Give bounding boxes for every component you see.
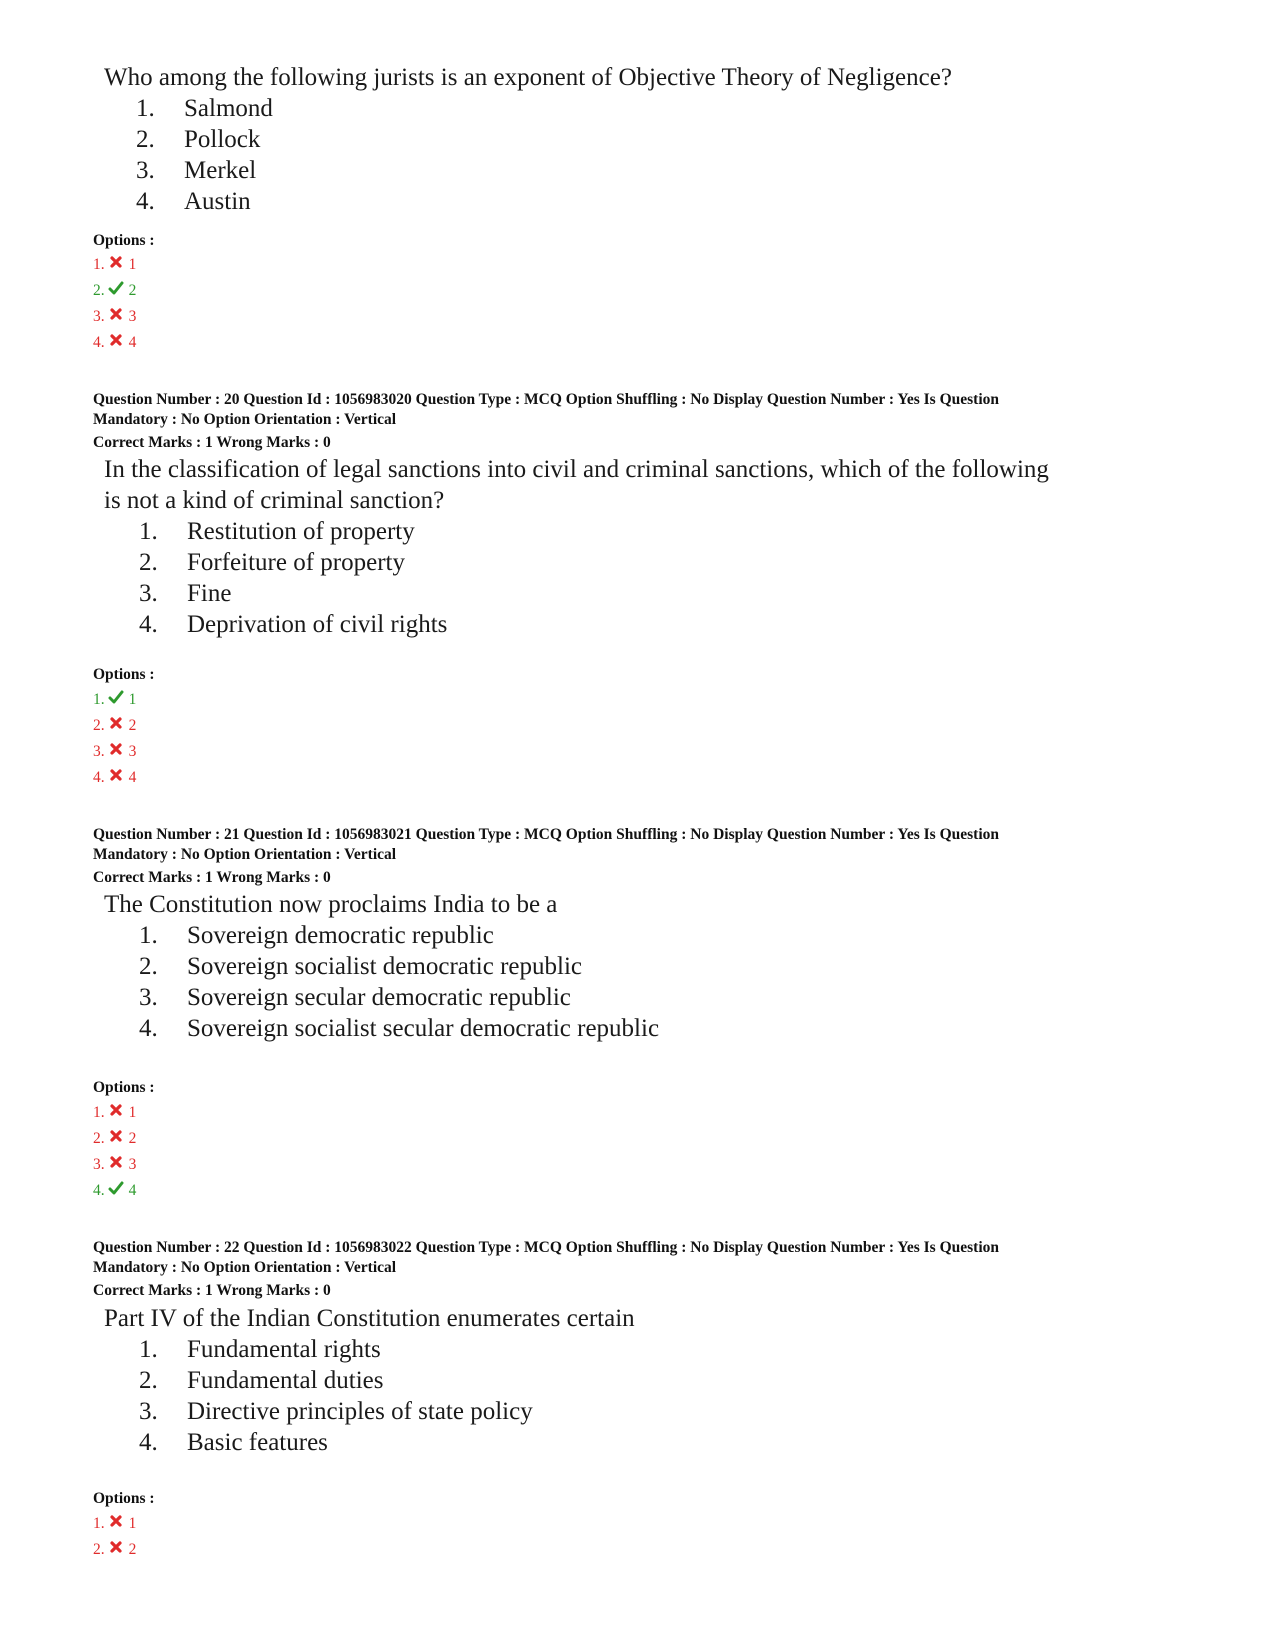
check-icon	[108, 1180, 126, 1196]
options-label: Options :	[93, 1079, 155, 1096]
cross-icon	[108, 715, 126, 731]
option-value: 3	[128, 743, 137, 760]
question-text-line: In the classification of legal sanctions into civil and criminal sanctions, which of the following	[104, 456, 1049, 483]
option-number: 1.	[93, 1515, 105, 1532]
question-text-line: The Constitution now proclaims India to be a	[104, 891, 558, 918]
option-number: 3.	[93, 1156, 105, 1173]
option-number: 3.	[93, 308, 105, 325]
answer-choice	[139, 1427, 533, 1458]
question-marks: Correct Marks : 1 Wrong Marks : 0	[93, 434, 331, 451]
choice-number: 1.	[139, 922, 158, 949]
answer-choice	[139, 547, 447, 578]
option-row	[93, 768, 136, 788]
option-row	[93, 716, 136, 736]
choice-text: Sovereign socialist secular democratic republic	[187, 1015, 660, 1042]
choice-text: Deprivation of civil rights	[187, 611, 448, 638]
question-meta	[93, 825, 1153, 865]
choice-text: Sovereign socialist democratic republic	[187, 953, 583, 980]
choice-number: 4.	[139, 1429, 158, 1456]
cross-icon	[108, 332, 126, 348]
answer-choice	[136, 93, 273, 124]
choice-number: 1.	[139, 1336, 158, 1363]
option-row	[93, 742, 136, 762]
option-row	[93, 1181, 136, 1201]
choice-number: 4.	[139, 1015, 158, 1042]
choice-number: 3.	[139, 984, 158, 1011]
choice-number: 2.	[139, 549, 158, 576]
question-meta-line: Question Number : 22 Question Id : 1056983022 Question Type : MCQ Option Shuffling : No Display Question Number : Yes Is Question	[93, 1239, 999, 1256]
option-number: 1.	[93, 1104, 105, 1121]
choice-text: Restitution of property	[187, 518, 415, 545]
choice-text: Fine	[187, 580, 232, 607]
option-value: 3	[128, 308, 137, 325]
option-row	[93, 690, 136, 710]
check-icon	[108, 689, 126, 705]
option-number: 4.	[93, 1182, 105, 1199]
option-row	[93, 1103, 136, 1123]
question-text-line: Part IV of the Indian Constitution enumerates certain	[104, 1305, 635, 1332]
option-value: 1	[128, 1104, 137, 1121]
option-value: 2	[128, 717, 137, 734]
choice-number: 4.	[136, 188, 155, 215]
option-value: 4	[128, 1182, 137, 1199]
question-meta	[93, 1238, 1153, 1278]
answer-choice	[136, 155, 273, 186]
question-text	[104, 889, 1164, 920]
option-value: 2	[128, 1130, 137, 1147]
answer-choice	[139, 951, 659, 982]
choice-number: 3.	[139, 1398, 158, 1425]
question-marks: Correct Marks : 1 Wrong Marks : 0	[93, 1282, 331, 1299]
choice-text: Fundamental rights	[187, 1336, 381, 1363]
cross-icon	[108, 767, 126, 783]
choice-number: 2.	[139, 953, 158, 980]
cross-icon	[108, 1539, 126, 1555]
cross-icon	[108, 306, 126, 322]
question-meta-line: Question Number : 21 Question Id : 1056983021 Question Type : MCQ Option Shuffling : No Display Question Number : Yes Is Question	[93, 826, 999, 843]
cross-icon	[108, 1102, 126, 1118]
option-number: 4.	[93, 769, 105, 786]
choice-number: 3.	[139, 580, 158, 607]
question-meta	[93, 390, 1153, 430]
option-row	[93, 1514, 136, 1534]
answer-choice	[136, 124, 273, 155]
question-meta-line: Mandatory : No Option Orientation : Vertical	[93, 1259, 397, 1276]
answer-choice	[136, 186, 273, 217]
answer-choice	[139, 920, 659, 951]
choice-text: Merkel	[184, 157, 257, 184]
option-number: 2.	[93, 1130, 105, 1147]
answer-choices	[139, 1334, 533, 1458]
choice-text: Sovereign democratic republic	[187, 922, 494, 949]
question-text	[104, 62, 1164, 93]
option-value: 4	[128, 334, 137, 351]
choice-text: Forfeiture of property	[187, 549, 405, 576]
answer-choice	[139, 578, 447, 609]
option-value: 1	[128, 1515, 137, 1532]
option-row	[93, 281, 136, 301]
option-value: 2	[128, 1541, 137, 1558]
answer-choice	[139, 1396, 533, 1427]
choice-number: 1.	[136, 95, 155, 122]
cross-icon	[108, 254, 126, 270]
cross-icon	[108, 1154, 126, 1170]
choice-number: 3.	[136, 157, 155, 184]
option-number: 2.	[93, 1541, 105, 1558]
option-row	[93, 333, 136, 353]
option-number: 2.	[93, 282, 105, 299]
answer-choices	[139, 920, 659, 1044]
choice-text: Fundamental duties	[187, 1367, 384, 1394]
question-meta-line: Mandatory : No Option Orientation : Vertical	[93, 411, 397, 428]
answer-choice	[139, 609, 447, 640]
answer-choice	[139, 1365, 533, 1396]
question-meta-line: Mandatory : No Option Orientation : Vertical	[93, 846, 397, 863]
option-row	[93, 1129, 136, 1149]
option-value: 3	[128, 1156, 137, 1173]
choice-text: Austin	[184, 188, 251, 215]
cross-icon	[108, 1128, 126, 1144]
question-text-line: Who among the following jurists is an exponent of Objective Theory of Negligence?	[104, 64, 952, 91]
question-text-line: is not a kind of criminal sanction?	[104, 487, 445, 514]
question-meta-line: Question Number : 20 Question Id : 1056983020 Question Type : MCQ Option Shuffling : No Display Question Number : Yes Is Question	[93, 391, 999, 408]
option-row	[93, 1155, 136, 1175]
answer-choice	[139, 1013, 659, 1044]
choice-text: Basic features	[187, 1429, 328, 1456]
option-value: 1	[128, 256, 137, 273]
options-label: Options :	[93, 666, 155, 683]
option-value: 4	[128, 769, 137, 786]
options-label: Options :	[93, 1490, 155, 1507]
check-icon	[108, 280, 126, 296]
choice-text: Directive principles of state policy	[187, 1398, 533, 1425]
option-number: 3.	[93, 743, 105, 760]
choice-number: 4.	[139, 611, 158, 638]
cross-icon	[108, 1513, 126, 1529]
choice-number: 2.	[139, 1367, 158, 1394]
option-row	[93, 255, 136, 275]
answer-choice	[139, 982, 659, 1013]
option-number: 1.	[93, 691, 105, 708]
answer-choice	[139, 516, 447, 547]
question-text	[104, 454, 1164, 516]
option-value: 2	[128, 282, 137, 299]
option-row	[93, 1540, 136, 1560]
choice-text: Pollock	[184, 126, 261, 153]
option-value: 1	[128, 691, 137, 708]
choice-number: 2.	[136, 126, 155, 153]
question-text	[104, 1303, 1164, 1334]
option-row	[93, 307, 136, 327]
cross-icon	[108, 741, 126, 757]
answer-choices	[139, 516, 447, 640]
choice-number: 1.	[139, 518, 158, 545]
question-marks: Correct Marks : 1 Wrong Marks : 0	[93, 869, 331, 886]
answer-choices	[136, 93, 273, 217]
choice-text: Salmond	[184, 95, 273, 122]
answer-choice	[139, 1334, 533, 1365]
choice-text: Sovereign secular democratic republic	[187, 984, 571, 1011]
option-number: 2.	[93, 717, 105, 734]
option-number: 1.	[93, 256, 105, 273]
options-label: Options :	[93, 232, 155, 249]
option-number: 4.	[93, 334, 105, 351]
